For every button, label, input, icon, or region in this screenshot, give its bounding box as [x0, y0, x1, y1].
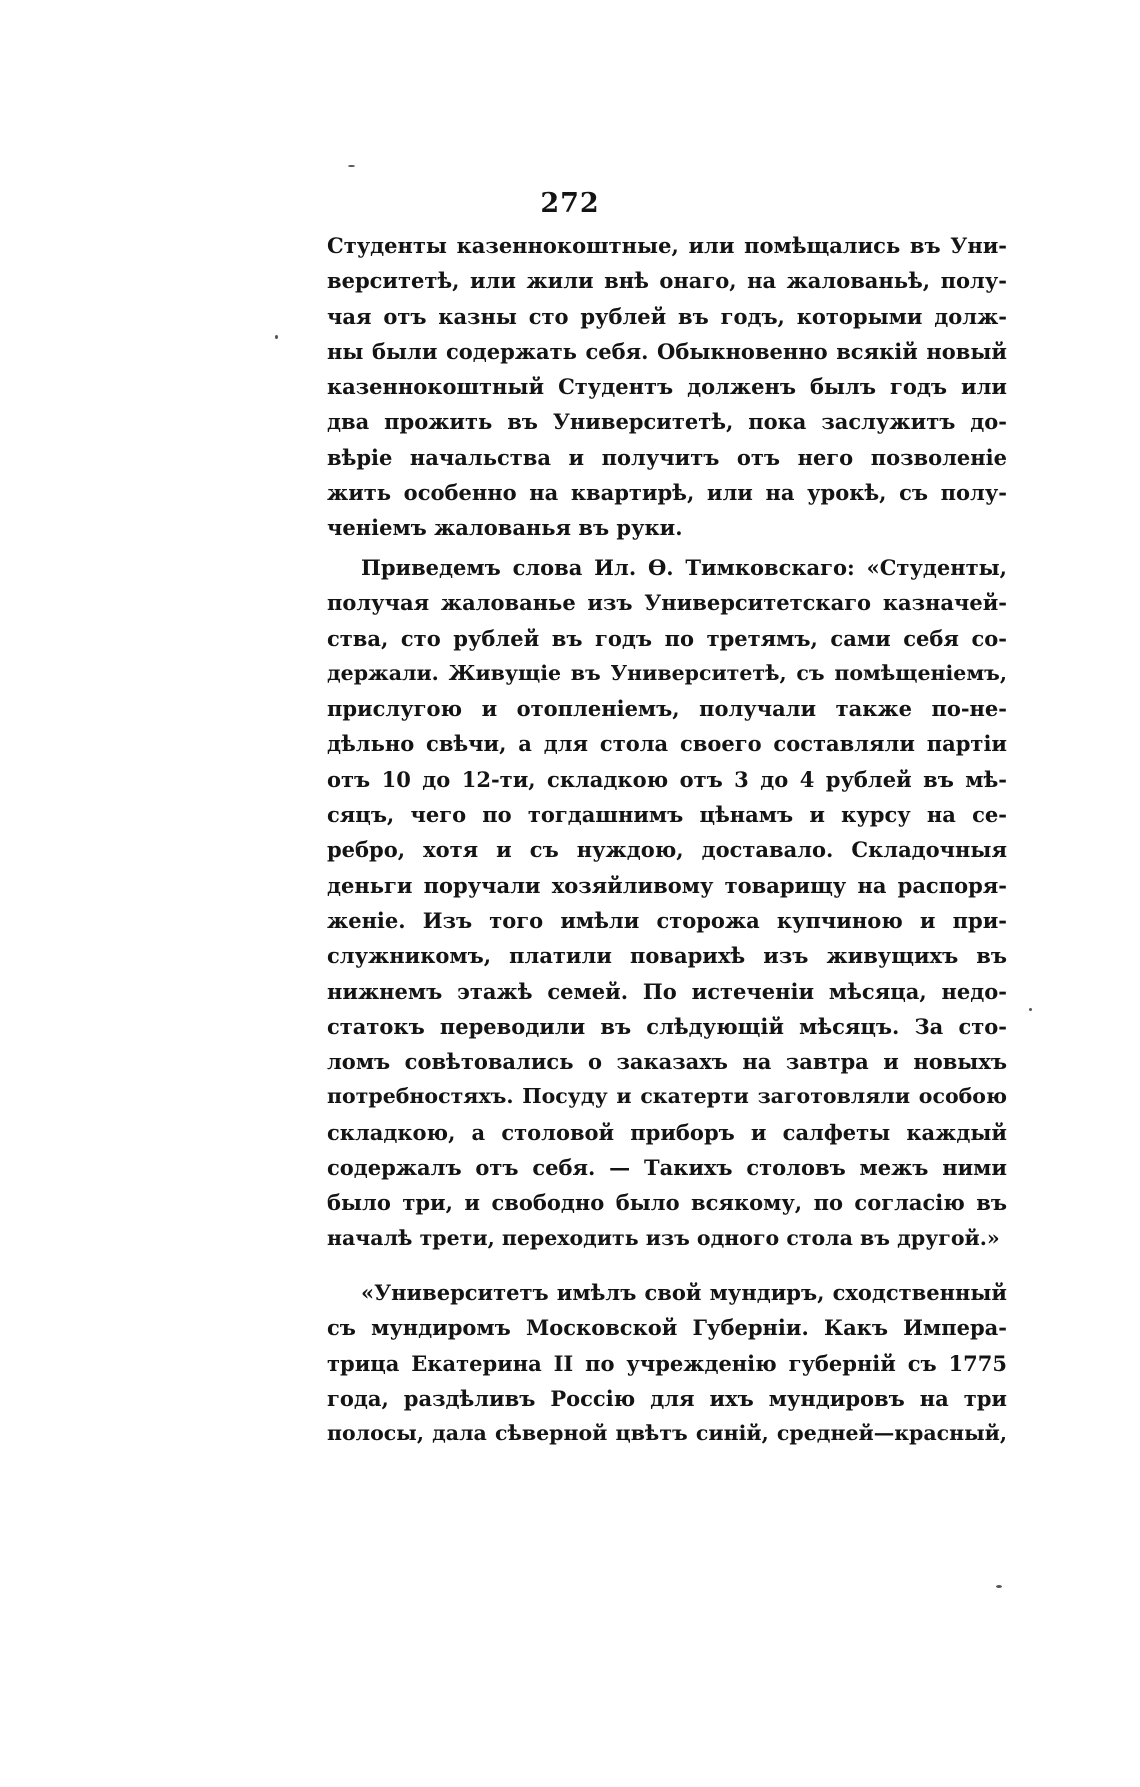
scan-speck — [348, 165, 355, 167]
text-line: жить особенно на квартирѣ, или на урокѣ, съ полу- — [327, 480, 1007, 506]
text-line: отъ 10 до 12-ти, складкою отъ 3 до 4 рублей въ мѣ- — [327, 766, 1007, 792]
text-line: женіе. Изъ того имѣли сторожа купчиною и при- — [327, 907, 1007, 933]
scan-speck — [1029, 1008, 1032, 1011]
text-line: казеннокоштный Студентъ долженъ былъ годъ или — [327, 374, 1007, 400]
text-line: деньги поручали хозяйливому товарищу на распоря- — [327, 872, 1007, 898]
text-line: «Университетъ имѣлъ свой мундиръ, сходственный — [361, 1280, 1007, 1305]
text-line: полосы, дала сѣверной цвѣтъ синій, средней—красный, — [327, 1421, 1007, 1446]
text-line: нижнемъ этажѣ семей. По истеченіи мѣсяца, недо- — [327, 978, 1007, 1004]
text-line: Студенты казеннокоштные, или помѣщались въ Уни- — [327, 233, 1007, 258]
page-number: 272 — [540, 188, 600, 219]
scan-speck — [275, 335, 278, 339]
text-line: года, раздѣливъ Россію для ихъ мундировъ на три — [327, 1385, 1007, 1411]
text-line: сяцъ, чего по тогдашнимъ цѣнамъ и курсу на се- — [327, 802, 1007, 828]
text-line: ства, сто рублей въ годъ по третямъ, сами себя со- — [327, 625, 1007, 651]
paragraph-3 — [327, 1275, 1007, 1451]
paragraph-2 — [327, 550, 1007, 1256]
text-line: верситетѣ, или жили внѣ онаго, на жалованьѣ, полу- — [327, 268, 1007, 294]
text-line: чая отъ казны сто рублей въ годъ, которыми долж- — [327, 303, 1007, 329]
text-line: получая жалованье изъ Университетскаго казначей- — [327, 590, 1007, 616]
text-line: дѣльно свѣчи, а для стола своего составляли партіи — [327, 731, 1007, 757]
text-line: статокъ переводили въ слѣдующій мѣсяцъ. За сто- — [327, 1013, 1007, 1039]
text-line: два прожить въ Университетѣ, пока заслужитъ до- — [327, 409, 1007, 435]
text-line: началѣ трети, переходить изъ одного стола въ другой.» — [327, 1225, 1000, 1250]
text-line: Приведемъ слова Ил. Ѳ. Тимковскаго: «Студенты, — [361, 555, 1007, 580]
text-line: ченіемъ жалованья въ руки. — [327, 515, 683, 541]
text-line: ны были содержать себя. Обыкновенно всякій новый — [327, 338, 1007, 364]
text-line: потребностяхъ. Посуду и скатерти заготовляли особою — [327, 1084, 1007, 1109]
text-line: держали. Живущіе въ Университетѣ, съ помѣщеніемъ, — [327, 660, 1007, 685]
text-line: ломъ совѣтовались о заказахъ на завтра и новыхъ — [327, 1049, 1007, 1075]
text-line: было три, и свободно было всякому, по согласію въ — [327, 1190, 1007, 1216]
text-line: трица Екатерина II по учрежденію губерній съ 1775 — [327, 1350, 1007, 1376]
text-line: складкою, а столовой приборъ и салфеты каждый — [327, 1119, 1007, 1145]
text-line: ребро, хотя и съ нуждою, доставало. Складочныя — [327, 837, 1007, 863]
text-line: служникомъ, платили поварихѣ изъ живущихъ въ — [327, 943, 1007, 969]
scan-speck — [996, 1585, 1002, 1588]
text-line: съ мундиромъ Московской Губерніи. Какъ Импера- — [327, 1315, 1007, 1341]
text-line: прислугою и отопленіемъ, получали также по-не- — [327, 696, 1007, 722]
text-line: содержалъ отъ себя. — Такихъ столовъ межъ ними — [327, 1155, 1007, 1181]
text-line: вѣріе начальства и получитъ отъ него позволеніе — [327, 444, 1007, 470]
paragraph-1 — [327, 228, 1007, 546]
